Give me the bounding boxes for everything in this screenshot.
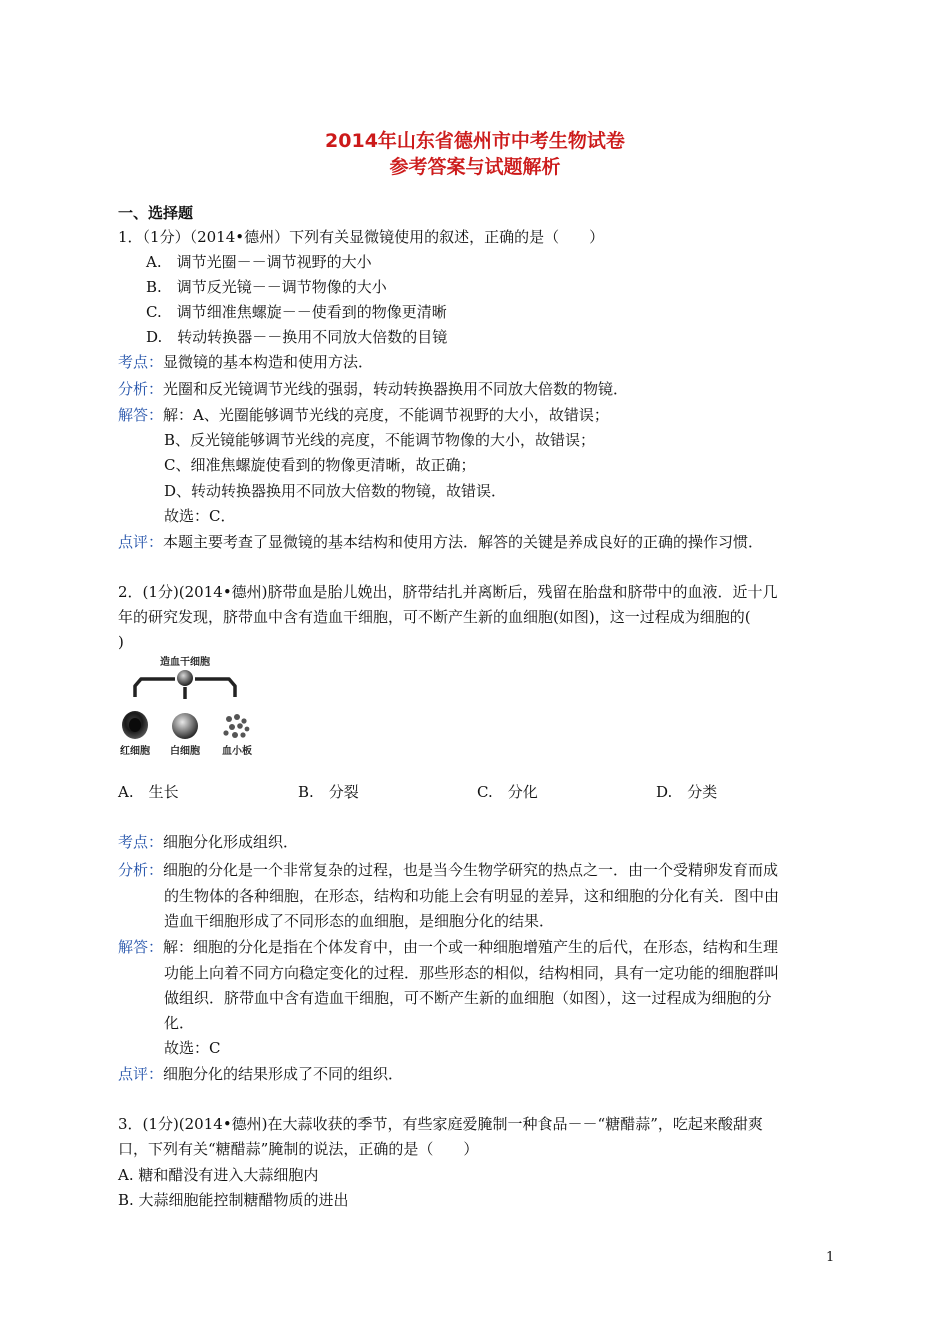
q1-jieda-line-4: D、转动转换器换用不同放大倍数的物镜，故错误． bbox=[164, 482, 507, 500]
q2-dianping-text: 细胞分化的结果形成了不同的组织． bbox=[163, 1065, 404, 1083]
q2-jieda bbox=[118, 937, 778, 957]
q1-dianping-text: 本题主要考查了显微镜的基本结构和使用方法．解答的关键是养成良好的正确的操作习惯． bbox=[163, 533, 764, 551]
figure-label-platelet: 血小板 bbox=[222, 746, 252, 757]
q2-jieda-line-3: 做组织．脐带血中含有造血干细胞，可不断产生新的血细胞（如图），这一过程成为细胞的分 bbox=[164, 989, 772, 1007]
figure-label-red: 红细胞 bbox=[120, 746, 150, 757]
fenxi-label: 分析： bbox=[118, 380, 164, 398]
dianping-label: 点评： bbox=[118, 533, 164, 551]
q1-jieda-line-1: 解：A、光圈能够调节光线的亮度，不能调节视野的大小，故错误； bbox=[163, 406, 609, 424]
q3-option-b: B. 大蒜细胞能控制糖醋物质的进出 bbox=[118, 1191, 349, 1209]
q2-kaodian bbox=[118, 832, 298, 852]
page-subtitle: 参考答案与试题解析 bbox=[389, 156, 561, 178]
figure-top-label: 造血干细胞 bbox=[160, 657, 210, 668]
page-title: 2014年山东省德州市中考生物试卷 bbox=[325, 130, 625, 152]
q1-kaodian bbox=[118, 352, 373, 372]
q3-stem-line-2: 口，下列有关“糖醋蒜”腌制的说法，正确的是（ ） bbox=[118, 1140, 479, 1158]
q2-option-b: B. 分裂 bbox=[298, 783, 359, 801]
arrow-left-icon bbox=[135, 679, 175, 697]
stem-cell-icon bbox=[177, 670, 193, 686]
figure-label-white: 白细胞 bbox=[170, 746, 200, 757]
q2-jieda-line-1: 解：细胞的分化是指在个体发育中，由一个或一种细胞增殖产生的后代，在形态，结构和生理 bbox=[163, 938, 779, 956]
kaodian-label: 考点： bbox=[118, 833, 164, 851]
q2-kaodian-text: 细胞分化形成组织． bbox=[163, 833, 299, 851]
kaodian-label: 考点： bbox=[118, 353, 164, 371]
q2-jieda-line-4: 化． bbox=[164, 1014, 195, 1032]
q1-dianping bbox=[118, 532, 763, 552]
q1-kaodian-text: 显微镜的基本构造和使用方法． bbox=[163, 353, 374, 371]
q3-option-a: A. 糖和醋没有进入大蒜细胞内 bbox=[118, 1166, 319, 1184]
q2-option-c: C. 分化 bbox=[477, 783, 538, 801]
q2-stem-line-2: 年的研究发现，脐带血中含有造血干细胞，可不断产生新的血细胞(如图)，这一过程成为细胞的( bbox=[118, 608, 751, 626]
q1-jieda-line-5: 故选：C． bbox=[164, 507, 236, 525]
q2-dianping bbox=[118, 1064, 403, 1084]
q1-option-c: C. 调节细准焦螺旋－－使看到的物像更清晰 bbox=[146, 303, 447, 321]
white-blood-cell-icon bbox=[172, 713, 198, 739]
q1-fenxi-text: 光圈和反光镜调节光线的强弱，转动转换器换用不同放大倍数的物镜． bbox=[163, 380, 629, 398]
jieda-label: 解答： bbox=[118, 406, 164, 424]
red-blood-cell-center bbox=[129, 718, 141, 732]
q1-jieda-line-2: B、反光镜能够调节光线的亮度，不能调节物像的大小，故错误； bbox=[164, 431, 596, 449]
jieda-label: 解答： bbox=[118, 938, 164, 956]
page-number: 1 bbox=[826, 1250, 835, 1265]
arrow-right-icon bbox=[195, 679, 235, 697]
q2-fenxi-line-3: 造血干细胞形成了不同形态的血细胞，是细胞分化的结果． bbox=[164, 912, 555, 930]
q2-stem-line-1: 2．(1分)(2014•德州)脐带血是胎儿娩出，脐带结扎并离断后，残留在胎盘和脐带中的血液．近十几 bbox=[118, 583, 778, 601]
stem-cell-figure bbox=[113, 653, 263, 763]
q1-jieda bbox=[118, 405, 609, 425]
q2-option-a: A. 生长 bbox=[118, 783, 179, 801]
q2-jieda-line-5: 故选：C bbox=[164, 1039, 221, 1057]
q2-jieda-line-2: 功能上向着不同方向稳定变化的过程．那些形态的相似，结构相同，具有一定功能的细胞群叫 bbox=[164, 964, 780, 982]
q2-fenxi-line-1: 细胞的分化是一个非常复杂的过程，也是当今生物学研究的热点之一．由一个受精卵发育而成 bbox=[163, 861, 779, 879]
q1-fenxi bbox=[118, 379, 628, 399]
fenxi-label: 分析： bbox=[118, 861, 164, 879]
q3-stem-line-1: 3．(1分)(2014•德州)在大蒜收获的季节，有些家庭爱腌制一种食品－－“糖醋蒜”，吃起来酸甜爽 bbox=[118, 1115, 763, 1133]
platelet-icon bbox=[223, 714, 249, 738]
q2-option-d: D. 分类 bbox=[656, 783, 718, 801]
q1-stem: 1．（1分）（2014•德州）下列有关显微镜使用的叙述，正确的是（ ） bbox=[118, 228, 605, 246]
dianping-label: 点评： bbox=[118, 1065, 164, 1083]
q1-option-b: B. 调节反光镜－－调节物像的大小 bbox=[146, 278, 387, 296]
q1-option-d: D. 转动转换器－－换用不同放大倍数的目镜 bbox=[146, 328, 448, 346]
q1-jieda-line-3: C、细准焦螺旋使看到的物像更清晰，故正确； bbox=[164, 456, 476, 474]
section-heading: 一、选择题 bbox=[118, 204, 194, 222]
q2-fenxi bbox=[118, 860, 778, 880]
q2-stem-line-3: ) bbox=[118, 633, 124, 651]
q2-fenxi-line-2: 的生物体的各种细胞，在形态，结构和功能上会有明显的差异，这和细胞的分化有关．图中由 bbox=[164, 887, 780, 905]
q1-option-a: A. 调节光圈－－调节视野的大小 bbox=[146, 253, 372, 271]
